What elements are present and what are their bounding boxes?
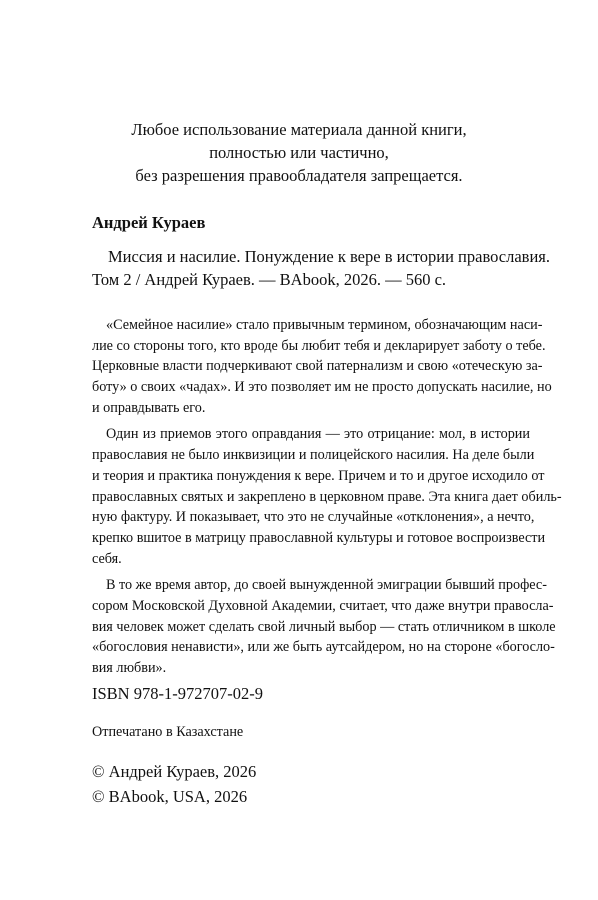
abstract-paragraph (92, 575, 556, 678)
abstract-paragraph (92, 315, 552, 418)
abstract-line: крепко вшитое в матрицу православной культуры и готовое воспроизвести (92, 529, 546, 546)
abstract-line: ную фактуру. И показывает, что это не случайные «отклонения», а нечто, (92, 509, 535, 526)
abstract-line: «богословия ненависти», или же быть аутсайдером, но на стороне «богосло- (92, 639, 555, 656)
notice-line: полностью или частично, (209, 143, 389, 162)
bibliography-title-line: Миссия и насилие. Понуждение к вере в истории православия. (108, 247, 551, 266)
author-name: Андрей Кураев (92, 213, 206, 232)
copyright-line: © Андрей Кураев, 2026 (92, 762, 257, 781)
bibliography-details-line: Том 2 / Андрей Кураев. — BAbook, 2026. — 560 с. (92, 270, 447, 289)
notice-line: без разрешения правообладателя запрещается. (135, 166, 463, 185)
abstract-line: и оправдывать его. (92, 399, 206, 416)
copyright-lines (92, 759, 256, 809)
abstract-line: Церковные власти подчеркивают свой патернализм и свою «отеческую за- (92, 358, 543, 375)
abstract-line: православных святых и закреплено в церковном праве. Эта книга дает обиль- (92, 488, 562, 505)
abstract-line: вия человек может сделать свой личный выбор — стать отличником в школе (92, 618, 556, 635)
copyright-notice (0, 118, 598, 187)
abstract-line: сором Московской Духовной Академии, считает, что даже внутри правосла- (92, 597, 554, 614)
isbn: ISBN 978-1-972707-02-9 (92, 684, 263, 703)
printed-in: Отпечатано в Казахстане (92, 724, 244, 740)
abstract-line: вия любви». (92, 660, 167, 676)
copyright-line: © BAbook, USA, 2026 (92, 787, 248, 806)
abstract-line: лие со стороны того, кто вроде бы любит тебя и декларирует заботу о тебе. (92, 337, 546, 354)
abstract-line: православия не было инквизиции и полицейского насилия. На деле были (92, 447, 535, 464)
abstract-line: и теория и практика понуждения к вере. Причем и то и другое исходило от (92, 467, 545, 484)
abstract-line: В то же время автор, до своей вынужденной эмиграции бывший профес- (106, 577, 547, 594)
bibliographic-record (92, 245, 551, 291)
notice-line: Любое использование материала данной книги, (131, 120, 467, 139)
abstract (92, 315, 562, 685)
abstract-paragraph (92, 424, 562, 569)
abstract-line: Один из приемов этого оправдания — это отрицание: мол, в истории (106, 426, 530, 443)
abstract-line: боту» о своих «чадах». И это позволяет им не просто допускать насилие, но (92, 379, 552, 396)
abstract-line: себя. (92, 550, 122, 567)
abstract-line: «Семейное насилие» стало привычным термином, обозначающим наси- (106, 317, 543, 333)
